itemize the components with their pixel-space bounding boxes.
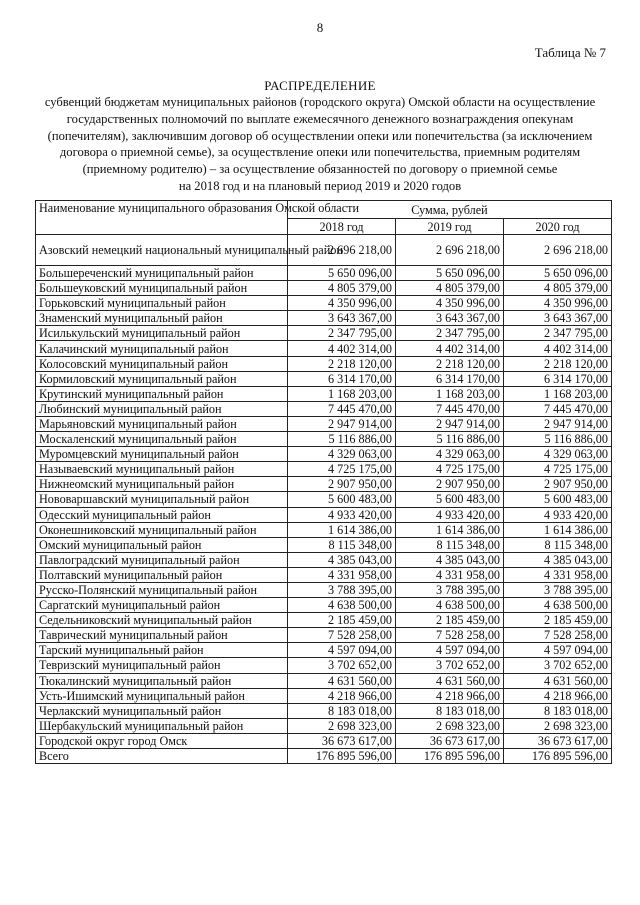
region-name-cell: Азовский немецкий национальный муниципальный район xyxy=(36,235,288,266)
amount-cell: 7 445 470,00 xyxy=(396,401,504,416)
table-row xyxy=(36,416,612,431)
table-row xyxy=(36,341,612,356)
region-name-cell: Седельниковский муниципальный район xyxy=(36,613,288,628)
amount-cell: 4 402 314,00 xyxy=(396,341,504,356)
amount-cell: 3 643 367,00 xyxy=(504,311,612,326)
table-row xyxy=(36,658,612,673)
amount-cell: 4 597 094,00 xyxy=(288,643,396,658)
table-row xyxy=(36,371,612,386)
amount-cell: 4 725 175,00 xyxy=(396,462,504,477)
region-name-cell: Называевский муниципальный район xyxy=(36,462,288,477)
amount-cell: 36 673 617,00 xyxy=(288,733,396,748)
amount-cell: 2 698 323,00 xyxy=(504,718,612,733)
amount-cell: 4 725 175,00 xyxy=(288,462,396,477)
amount-cell: 2 907 950,00 xyxy=(504,477,612,492)
region-name-cell: Городской округ город Омск xyxy=(36,733,288,748)
amount-cell: 4 329 063,00 xyxy=(396,447,504,462)
amount-cell: 2 218 120,00 xyxy=(288,356,396,371)
amount-cell: 36 673 617,00 xyxy=(396,733,504,748)
amount-cell: 2 185 459,00 xyxy=(288,613,396,628)
region-name-cell: Тевризский муниципальный район xyxy=(36,658,288,673)
region-name-cell: Полтавский муниципальный район xyxy=(36,567,288,582)
amount-cell: 4 218 966,00 xyxy=(504,688,612,703)
amount-cell: 8 115 348,00 xyxy=(396,537,504,552)
region-name-cell: Шербакульский муниципальный район xyxy=(36,718,288,733)
region-name-cell: Черлакский муниципальный район xyxy=(36,703,288,718)
page-number: 8 xyxy=(316,20,324,35)
amount-cell: 5 600 483,00 xyxy=(396,492,504,507)
amount-cell: 3 643 367,00 xyxy=(396,311,504,326)
table-label: Таблица № 7 xyxy=(534,45,606,60)
amount-cell: 36 673 617,00 xyxy=(504,733,612,748)
amount-cell: 6 314 170,00 xyxy=(504,371,612,386)
table-row xyxy=(36,326,612,341)
amount-cell: 3 788 395,00 xyxy=(288,582,396,597)
table-row xyxy=(36,718,612,733)
subtitle-line: договора о приемной семье), за осуществление опеки или попечительства, приемным родителям xyxy=(59,145,581,160)
amount-cell: 4 631 560,00 xyxy=(288,673,396,688)
region-name-cell: Кормиловский муниципальный район xyxy=(36,371,288,386)
table-row xyxy=(36,567,612,582)
amount-cell: 1 614 386,00 xyxy=(396,522,504,537)
region-name-cell: Исилькульский муниципальный район xyxy=(36,326,288,341)
amount-cell: 4 805 379,00 xyxy=(504,281,612,296)
amount-cell: 2 218 120,00 xyxy=(396,356,504,371)
region-name-cell: Крутинский муниципальный район xyxy=(36,386,288,401)
table-row xyxy=(36,643,612,658)
table-row xyxy=(36,598,612,613)
amount-cell: 2 185 459,00 xyxy=(504,613,612,628)
amount-cell: 4 631 560,00 xyxy=(396,673,504,688)
table-body xyxy=(36,235,612,764)
amount-cell: 2 347 795,00 xyxy=(396,326,504,341)
region-name-cell: Большеуковский муниципальный район xyxy=(36,281,288,296)
region-name-cell: Знаменский муниципальный район xyxy=(36,311,288,326)
region-name-cell: Муромцевский муниципальный район xyxy=(36,447,288,462)
amount-cell: 4 933 420,00 xyxy=(504,507,612,522)
region-name-cell: Нижнеомский муниципальный район xyxy=(36,477,288,492)
amount-cell: 4 597 094,00 xyxy=(504,643,612,658)
amount-cell: 1 168 203,00 xyxy=(288,386,396,401)
amount-cell: 1 614 386,00 xyxy=(288,522,396,537)
amount-cell: 4 631 560,00 xyxy=(504,673,612,688)
table-row xyxy=(36,462,612,477)
amount-cell: 4 350 996,00 xyxy=(396,296,504,311)
subtitle-line: на 2018 год и на плановый период 2019 и 2020 годов xyxy=(178,178,462,193)
amount-cell: 2 696 218,00 xyxy=(504,235,612,266)
amount-cell: 5 600 483,00 xyxy=(288,492,396,507)
table-row xyxy=(36,688,612,703)
amount-cell: 8 115 348,00 xyxy=(288,537,396,552)
region-name-cell: Павлоградский муниципальный район xyxy=(36,552,288,567)
amount-cell: 7 445 470,00 xyxy=(288,401,396,416)
column-header-year: 2018 год xyxy=(288,219,396,235)
table-row xyxy=(36,356,612,371)
table-row xyxy=(36,492,612,507)
amount-cell: 1 614 386,00 xyxy=(504,522,612,537)
region-name-cell: Саргатский муниципальный район xyxy=(36,598,288,613)
amount-cell: 5 650 096,00 xyxy=(504,266,612,281)
region-name-cell: Тарский муниципальный район xyxy=(36,643,288,658)
region-name-cell: Нововаршавский муниципальный район xyxy=(36,492,288,507)
amount-cell: 176 895 596,00 xyxy=(288,749,396,764)
subtitle-line: субвенций бюджетам муниципальных районов (городского округа) Омской области на осуществление xyxy=(44,95,596,109)
amount-cell: 4 402 314,00 xyxy=(504,341,612,356)
amount-cell: 7 528 258,00 xyxy=(504,628,612,643)
amount-cell: 2 347 795,00 xyxy=(504,326,612,341)
amount-cell: 4 329 063,00 xyxy=(504,447,612,462)
amount-cell: 176 895 596,00 xyxy=(396,749,504,764)
subtitle-line: (приемному родителю) – за осуществление обязанностей по договору о приемной семье xyxy=(82,162,558,177)
amount-cell: 2 907 950,00 xyxy=(396,477,504,492)
amount-cell: 4 805 379,00 xyxy=(288,281,396,296)
region-name-cell: Горьковский муниципальный район xyxy=(36,296,288,311)
table-row xyxy=(36,386,612,401)
table-row xyxy=(36,733,612,748)
amount-cell: 4 350 996,00 xyxy=(504,296,612,311)
amount-cell: 5 116 886,00 xyxy=(396,432,504,447)
region-name-cell: Калачинский муниципальный район xyxy=(36,341,288,356)
region-name-cell: Колосовский муниципальный район xyxy=(36,356,288,371)
amount-cell: 3 702 652,00 xyxy=(288,658,396,673)
amount-cell: 4 331 958,00 xyxy=(504,567,612,582)
amount-cell: 2 947 914,00 xyxy=(504,416,612,431)
table-row xyxy=(36,401,612,416)
amount-cell: 4 638 500,00 xyxy=(396,598,504,613)
table-row xyxy=(36,749,612,764)
amount-cell: 4 385 043,00 xyxy=(288,552,396,567)
amount-cell: 4 638 500,00 xyxy=(288,598,396,613)
amount-cell: 4 805 379,00 xyxy=(396,281,504,296)
table-row xyxy=(36,432,612,447)
document-subtitle xyxy=(30,94,610,195)
amount-cell: 4 385 043,00 xyxy=(396,552,504,567)
amount-cell: 176 895 596,00 xyxy=(504,749,612,764)
table-row xyxy=(36,522,612,537)
amount-cell: 2 696 218,00 xyxy=(288,235,396,266)
amount-cell: 5 600 483,00 xyxy=(504,492,612,507)
table-row xyxy=(36,477,612,492)
amount-cell: 2 907 950,00 xyxy=(288,477,396,492)
region-name-cell: Большереченский муниципальный район xyxy=(36,266,288,281)
amount-cell: 4 350 996,00 xyxy=(288,296,396,311)
amount-cell: 4 329 063,00 xyxy=(288,447,396,462)
amount-cell: 6 314 170,00 xyxy=(288,371,396,386)
amount-cell: 4 331 958,00 xyxy=(396,567,504,582)
amount-cell: 2 947 914,00 xyxy=(396,416,504,431)
amount-cell: 4 331 958,00 xyxy=(288,567,396,582)
region-name-cell: Тюкалинский муниципальный район xyxy=(36,673,288,688)
amount-cell: 4 218 966,00 xyxy=(396,688,504,703)
table-row xyxy=(36,507,612,522)
amount-cell: 3 643 367,00 xyxy=(288,311,396,326)
amount-cell: 5 650 096,00 xyxy=(288,266,396,281)
column-header-name: Наименование муниципального образования Омской области xyxy=(36,201,288,235)
amount-cell: 8 183 018,00 xyxy=(396,703,504,718)
amount-cell: 2 698 323,00 xyxy=(288,718,396,733)
amount-cell: 3 788 395,00 xyxy=(504,582,612,597)
region-name-cell: Москаленский муниципальный район xyxy=(36,432,288,447)
region-name-cell: Русско-Полянский муниципальный район xyxy=(36,582,288,597)
amount-cell: 2 185 459,00 xyxy=(396,613,504,628)
table-row xyxy=(36,628,612,643)
table-row xyxy=(36,673,612,688)
amount-cell: 2 696 218,00 xyxy=(396,235,504,266)
table-row xyxy=(36,552,612,567)
amount-cell: 1 168 203,00 xyxy=(504,386,612,401)
table-row xyxy=(36,613,612,628)
column-header-sum: Сумма, рублей xyxy=(288,201,612,219)
amount-cell: 2 947 914,00 xyxy=(288,416,396,431)
subtitle-line: государственных полномочий по выплате ежемесячного денежного вознаграждения опекунам xyxy=(66,111,574,126)
column-header-year: 2019 год xyxy=(396,219,504,235)
region-name-cell: Марьяновский муниципальный район xyxy=(36,416,288,431)
table-row xyxy=(36,311,612,326)
amount-cell: 4 933 420,00 xyxy=(288,507,396,522)
amount-cell: 2 698 323,00 xyxy=(396,718,504,733)
amount-cell: 1 168 203,00 xyxy=(396,386,504,401)
table-row xyxy=(36,281,612,296)
table-row xyxy=(36,447,612,462)
amount-cell: 4 638 500,00 xyxy=(504,598,612,613)
amount-cell: 7 528 258,00 xyxy=(288,628,396,643)
table-row xyxy=(36,266,612,281)
amount-cell: 4 933 420,00 xyxy=(396,507,504,522)
amount-cell: 4 597 094,00 xyxy=(396,643,504,658)
amount-cell: 4 385 043,00 xyxy=(504,552,612,567)
region-name-cell: Одесский муниципальный район xyxy=(36,507,288,522)
document-title: РАСПРЕДЕЛЕНИЕ xyxy=(264,78,376,93)
amount-cell: 7 528 258,00 xyxy=(396,628,504,643)
distribution-table xyxy=(35,200,612,764)
table-row xyxy=(36,537,612,552)
amount-cell: 4 218 966,00 xyxy=(288,688,396,703)
amount-cell: 8 115 348,00 xyxy=(504,537,612,552)
table-row xyxy=(36,235,612,266)
amount-cell: 3 702 652,00 xyxy=(396,658,504,673)
amount-cell: 7 445 470,00 xyxy=(504,401,612,416)
amount-cell: 3 788 395,00 xyxy=(396,582,504,597)
table-row xyxy=(36,703,612,718)
region-name-cell: Всего xyxy=(36,749,288,764)
amount-cell: 4 402 314,00 xyxy=(288,341,396,356)
amount-cell: 8 183 018,00 xyxy=(288,703,396,718)
amount-cell: 6 314 170,00 xyxy=(396,371,504,386)
amount-cell: 2 218 120,00 xyxy=(504,356,612,371)
column-header-year: 2020 год xyxy=(504,219,612,235)
amount-cell: 8 183 018,00 xyxy=(504,703,612,718)
table-row xyxy=(36,296,612,311)
region-name-cell: Таврический муниципальный район xyxy=(36,628,288,643)
region-name-cell: Любинский муниципальный район xyxy=(36,401,288,416)
region-name-cell: Усть-Ишимский муниципальный район xyxy=(36,688,288,703)
amount-cell: 5 116 886,00 xyxy=(288,432,396,447)
subtitle-line: (попечителям), заключившим договор об осуществлении опеки или попечительства (за исключением xyxy=(47,128,593,143)
region-name-cell: Омский муниципальный район xyxy=(36,537,288,552)
table-row xyxy=(36,582,612,597)
amount-cell: 2 347 795,00 xyxy=(288,326,396,341)
amount-cell: 5 116 886,00 xyxy=(504,432,612,447)
amount-cell: 3 702 652,00 xyxy=(504,658,612,673)
amount-cell: 5 650 096,00 xyxy=(396,266,504,281)
region-name-cell: Оконешниковский муниципальный район xyxy=(36,522,288,537)
amount-cell: 4 725 175,00 xyxy=(504,462,612,477)
